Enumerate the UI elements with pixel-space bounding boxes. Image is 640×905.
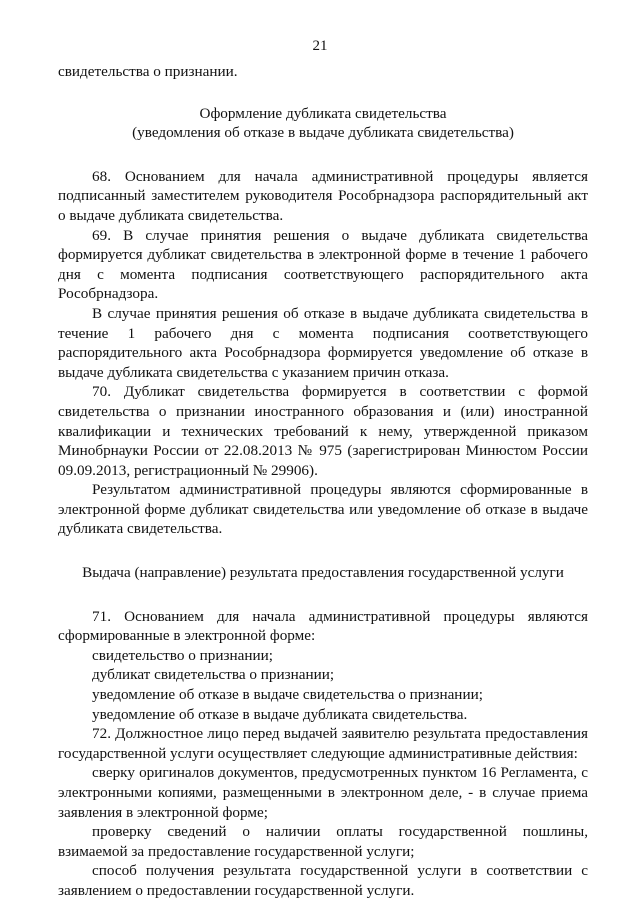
list-item: дубликат свидетельства о признании; xyxy=(92,666,335,684)
paragraph-68: 68. Основанием для начала административной процедуры является подписанный заместителем руководителя Рособрнадзора распорядительный акт о выдаче дубликата свидетельства. xyxy=(58,167,588,224)
paragraph-70: 70. Дубликат свидетельства формируется в соответствии с формой свидетельства о признании иностранного образования и (или) иностранной квалификации и технических требований к нему, утвержденной приказом Минобрнауки России от 22.08.2013 № 975 (зарегистрирован Минюстом России 09.09.2013, регистрационный № 29906). xyxy=(58,383,588,479)
section-heading-duplicate: Оформление дубликата свидетельства xyxy=(199,104,447,122)
paragraph-71: 71. Основанием для начала административной процедуры являются сформированные в электронной форме: xyxy=(58,607,588,645)
list-item: уведомление об отказе в выдаче дубликата свидетельства. xyxy=(92,705,468,723)
list-item: уведомление об отказе в выдаче свидетельства о признании; xyxy=(92,686,483,704)
paragraph-72-check-fee: проверку сведений о наличии оплаты государственной пошлины, взимаемой за предоставление государственной услуги; xyxy=(58,823,588,860)
paragraph-72-delivery-method: способ получения результата государственной услуги в соответствии с заявлением о предоставлении государственной услуги. xyxy=(58,862,588,899)
paragraph-70-result: Результатом административной процедуры являются сформированные в электронной форме дубликат свидетельства или уведомление об отказе в выдаче дубликата свидетельства. xyxy=(58,481,588,538)
page-number: 21 xyxy=(312,38,328,54)
paragraph-69: 69. В случае принятия решения о выдаче дубликата свидетельства формируется дубликат свидетельства в электронной форме в течение 1 рабочего дня с момента подписания соответствующего распорядительного акта Рособрнадзора. xyxy=(58,226,588,303)
paragraph-72-check-originals: сверку оригиналов документов, предусмотренных пунктом 16 Регламента, с электронными копиями, размещенными в электронном деле, - в случае приема заявления в электронной форме; xyxy=(58,764,588,821)
paragraph-69-refusal: В случае принятия решения об отказе в выдаче дубликата свидетельства в течение 1 рабочего дня с момента подписания соответствующего распорядительного акта Рособрнадзора формируется уведомление об отказе в выдаче дубликата свидетельства с указанием причин отказа. xyxy=(58,304,588,381)
section-heading-duplicate-subtitle: (уведомления об отказе в выдаче дубликата свидетельства) xyxy=(132,124,514,142)
section-heading-issuance: Выдача (направление) результата предоставления государственной услуги xyxy=(82,564,564,582)
document-body xyxy=(58,62,588,901)
paragraph-72: 72. Должностное лицо перед выдачей заявителю результата предоставления государственной услуги осуществляет следующие административные действия: xyxy=(58,725,588,762)
paragraph-continuation: свидетельства о признании. xyxy=(58,63,238,80)
list-item: свидетельство о признании; xyxy=(92,646,273,664)
